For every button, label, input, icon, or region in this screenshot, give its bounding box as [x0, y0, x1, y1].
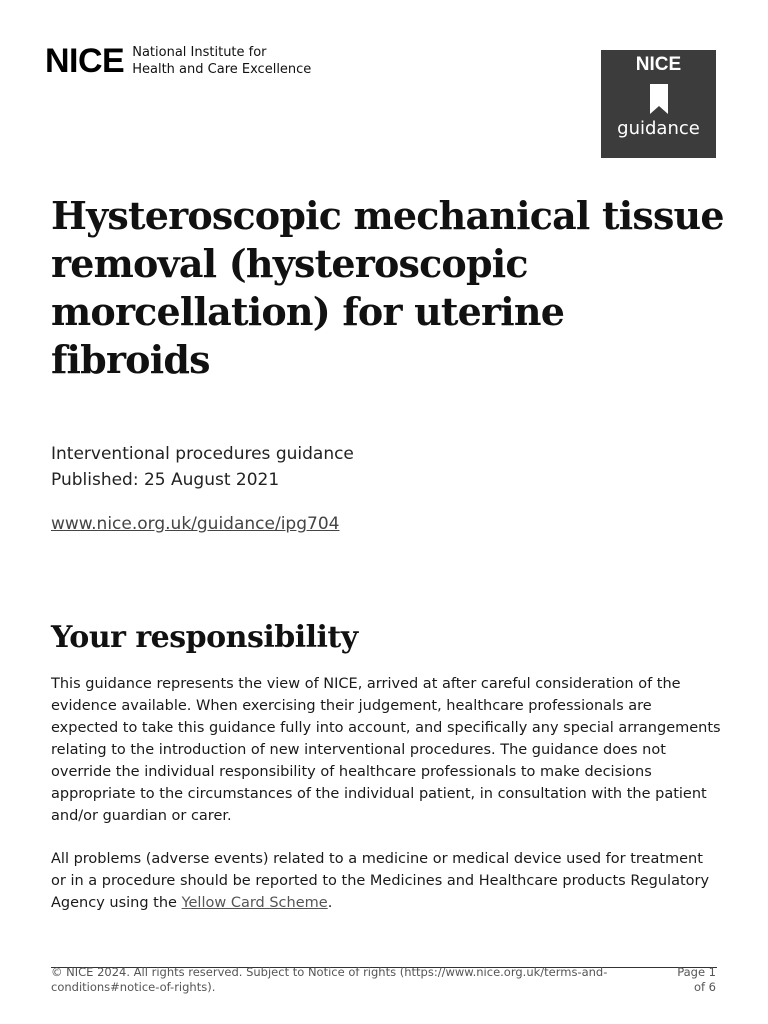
logo-org-name: [132, 44, 311, 78]
adverse-events-paragraph: [51, 848, 721, 914]
published-date: Published: 25 August 2021: [51, 470, 280, 490]
logo-wordmark: NICE: [45, 42, 125, 80]
badge-label: guidance: [617, 118, 700, 139]
logo-org-line1: National Institute for: [132, 45, 267, 60]
guidance-meta: [51, 441, 354, 493]
footer-copyright: © NICE 2024. All rights reserved. Subject to Notice of rights (https://www.nice.org.uk/terms-and-conditions#notice-of-rights).: [51, 965, 608, 994]
logo-org-line2: Health and Care Excellence: [132, 62, 312, 77]
nice-logo: [45, 44, 311, 78]
yellow-card-link[interactable]: Yellow Card Scheme: [181, 895, 328, 911]
guidance-badge: [601, 50, 716, 158]
badge-title: NICE: [635, 54, 682, 75]
guidance-type: Interventional procedures guidance: [51, 444, 354, 464]
adverse-events-text: All problems (adverse events) related to a medicine or medical device used for treatment or in a procedure should be reported to the Medicines and Healthcare products Regulatory Agency using the: [51, 851, 710, 911]
adverse-events-text-end: .: [327, 895, 333, 911]
page-number: Page 1 of 6: [677, 965, 716, 994]
section-heading: Your responsibility: [51, 620, 358, 655]
bookmark-icon: [645, 82, 673, 116]
guidance-url-link[interactable]: www.nice.org.uk/guidance/ipg704: [51, 514, 340, 534]
responsibility-paragraph: This guidance represents the view of NICE, arrived at after careful consideration of the evidence available. When exercising their judgement, healthcare professionals are expected to take this guidance fully into account, and specifically any special arrangements relating to the introduction of new interventional procedures. The guidance does not override the individual responsibility of healthcare professionals to make decisions appropriate to the circumstances of the individual patient, in consultation with the patient and/or guardian or carer.: [51, 676, 721, 824]
page-title: Hysteroscopic mechanical tissue removal (hysteroscopic morcellation) for uterine fibroids: [51, 193, 724, 382]
